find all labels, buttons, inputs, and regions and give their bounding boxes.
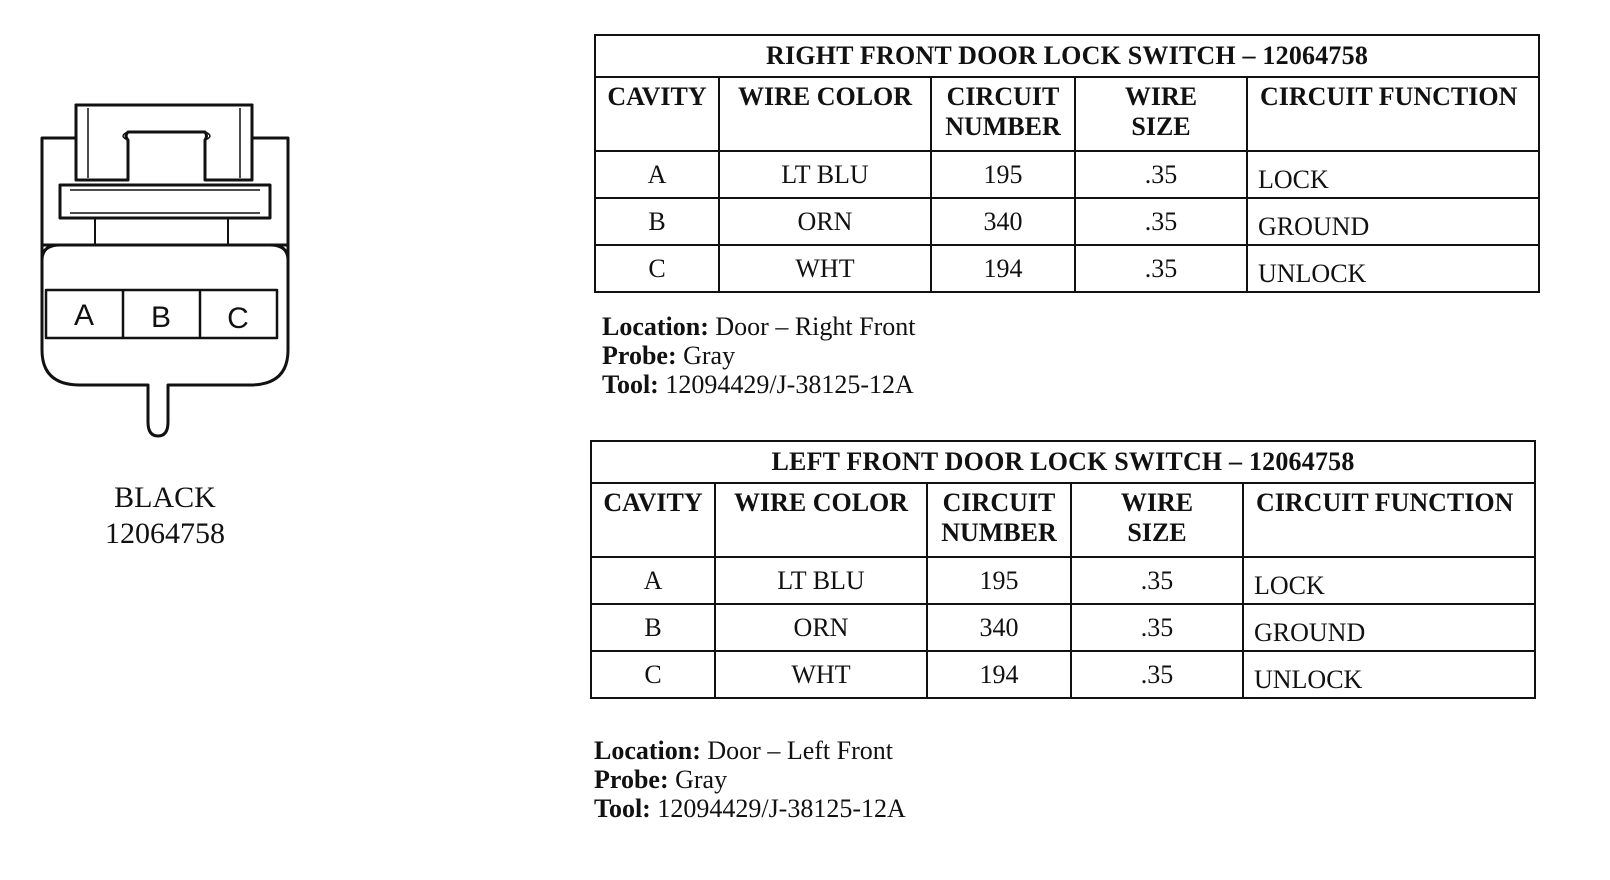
tool-line	[594, 794, 906, 823]
wire-size-cell: .35	[1071, 651, 1243, 698]
table-row	[595, 245, 1539, 292]
header-circuit-number-line2: NUMBER	[945, 112, 1061, 141]
probe-label: Probe:	[594, 765, 669, 794]
table-title: RIGHT FRONT DOOR LOCK SWITCH – 12064758	[595, 35, 1539, 77]
circuit-number-cell: 340	[931, 198, 1075, 245]
header-circuit-number	[931, 77, 1075, 151]
cavity-label-c: C	[227, 302, 249, 335]
cavity-cell: B	[591, 604, 715, 651]
connector-color: BLACK	[114, 481, 216, 514]
header-wire-size-line1: WIRE	[1120, 488, 1194, 517]
location-value: Door – Left Front	[707, 736, 893, 765]
wire-size-cell: .35	[1075, 245, 1247, 292]
circuit-function-cell: UNLOCK	[1243, 651, 1535, 698]
wire-color-cell: ORN	[719, 198, 931, 245]
table-row	[591, 604, 1535, 651]
connector-diagram	[30, 100, 300, 450]
location-line	[602, 312, 915, 341]
circuit-function-cell: LOCK	[1247, 151, 1539, 198]
header-circuit-function: CIRCUIT FUNCTION	[1247, 77, 1539, 151]
circuit-function-cell: LOCK	[1243, 557, 1535, 604]
right-front-pinout-table	[594, 34, 1540, 293]
left-front-pinout-table	[590, 440, 1536, 699]
wire-size-cell: .35	[1071, 557, 1243, 604]
cavity-cell: A	[595, 151, 719, 198]
table-row	[591, 557, 1535, 604]
circuit-function-cell: GROUND	[1243, 604, 1535, 651]
probe-label: Probe:	[602, 341, 677, 370]
wire-color-cell: WHT	[715, 651, 927, 698]
wire-color-cell: LT BLU	[715, 557, 927, 604]
cavity-cell: A	[591, 557, 715, 604]
tool-value: 12094429/J-38125-12A	[657, 794, 906, 823]
location-label: Location:	[602, 312, 709, 341]
header-cavity: CAVITY	[591, 483, 715, 557]
header-wire-size	[1075, 77, 1247, 151]
header-circuit-number-line1: CIRCUIT	[946, 82, 1060, 111]
cavity-cell: C	[591, 651, 715, 698]
right-front-info	[602, 312, 915, 399]
table-row	[595, 151, 1539, 198]
cavity-cell: B	[595, 198, 719, 245]
circuit-number-cell: 195	[927, 557, 1071, 604]
header-wire-size-line2: SIZE	[1131, 112, 1191, 141]
probe-line	[594, 765, 906, 794]
probe-line	[602, 341, 915, 370]
header-circuit-function: CIRCUIT FUNCTION	[1243, 483, 1535, 557]
wire-color-cell: LT BLU	[719, 151, 931, 198]
header-cavity: CAVITY	[595, 77, 719, 151]
header-circuit-number-line1: CIRCUIT	[942, 488, 1056, 517]
probe-value: Gray	[675, 765, 728, 794]
header-wire-size-line1: WIRE	[1124, 82, 1198, 111]
header-circuit-number	[927, 483, 1071, 557]
table-title: LEFT FRONT DOOR LOCK SWITCH – 12064758	[591, 441, 1535, 483]
cavity-label-b: B	[150, 301, 172, 334]
probe-value: Gray	[683, 341, 736, 370]
wire-size-cell: .35	[1075, 198, 1247, 245]
circuit-number-cell: 195	[931, 151, 1075, 198]
header-wire-color: WIRE COLOR	[719, 77, 931, 151]
cavity-label-a: A	[73, 299, 95, 332]
cavity-cell: C	[595, 245, 719, 292]
wire-size-cell: .35	[1071, 604, 1243, 651]
location-line	[594, 736, 906, 765]
tool-label: Tool:	[594, 794, 651, 823]
circuit-number-cell: 340	[927, 604, 1071, 651]
header-circuit-number-line2: NUMBER	[941, 518, 1057, 547]
left-front-info	[594, 736, 906, 823]
tool-line	[602, 370, 915, 399]
wire-color-cell: ORN	[715, 604, 927, 651]
location-label: Location:	[594, 736, 701, 765]
lock-tab	[76, 105, 252, 180]
wire-color-cell: WHT	[719, 245, 931, 292]
circuit-function-cell: UNLOCK	[1247, 245, 1539, 292]
header-wire-size-line2: SIZE	[1127, 518, 1187, 547]
circuit-number-cell: 194	[931, 245, 1075, 292]
tool-value: 12094429/J-38125-12A	[665, 370, 914, 399]
header-wire-color: WIRE COLOR	[715, 483, 927, 557]
wire-size-cell: .35	[1075, 151, 1247, 198]
table-row	[595, 198, 1539, 245]
connector-part-number: 12064758	[105, 517, 225, 550]
tool-label: Tool:	[602, 370, 659, 399]
header-wire-size	[1071, 483, 1243, 557]
table-row	[591, 651, 1535, 698]
circuit-function-cell: GROUND	[1247, 198, 1539, 245]
location-value: Door – Right Front	[715, 312, 916, 341]
circuit-number-cell: 194	[927, 651, 1071, 698]
